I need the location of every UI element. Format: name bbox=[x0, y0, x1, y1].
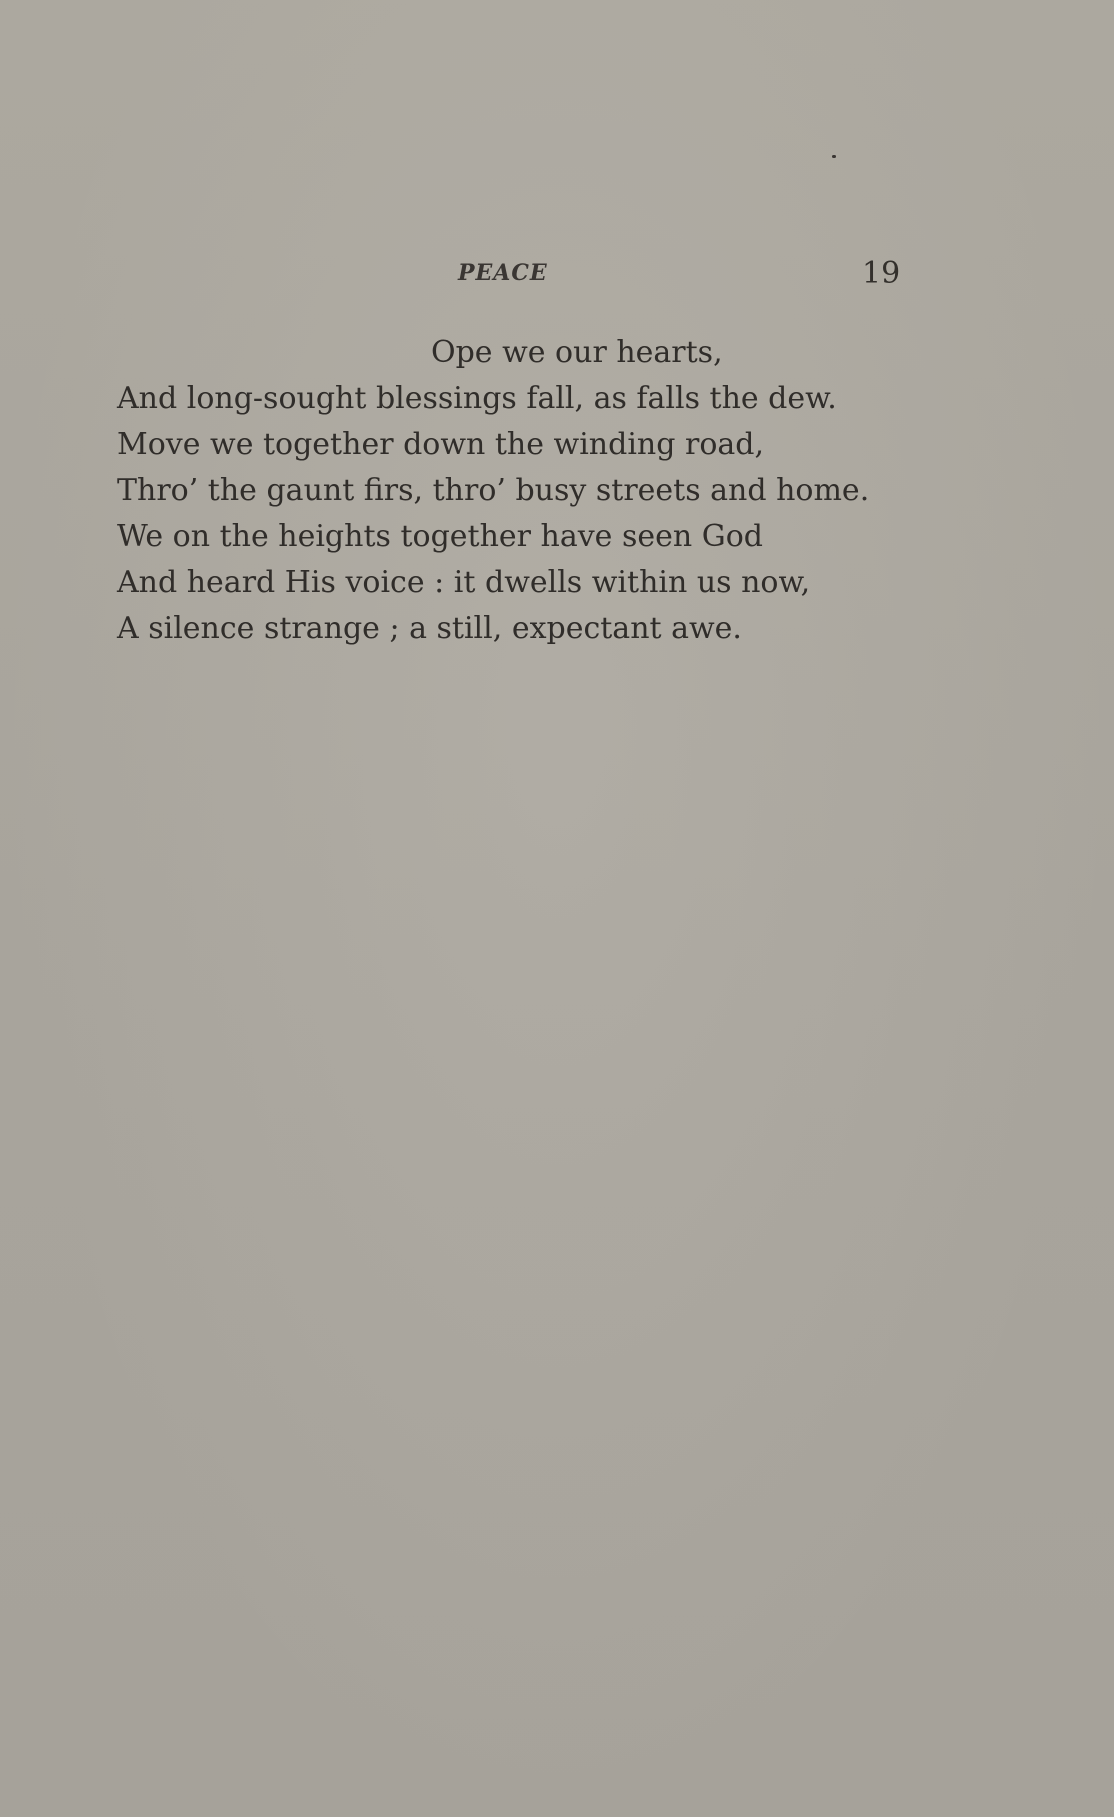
poem-line: Move we together down the winding road, bbox=[117, 427, 765, 462]
poem-line: Thro’ the gaunt firs, thro’ busy streets and home. bbox=[117, 473, 870, 508]
poem-line: Ope we our hearts, bbox=[431, 335, 723, 370]
page-number: 19 bbox=[862, 256, 901, 291]
poem-line: And long-sought blessings fall, as falls the dew. bbox=[117, 381, 837, 416]
poem-line: A silence strange ; a still, expectant awe. bbox=[117, 611, 742, 646]
poem-text bbox=[117, 330, 917, 652]
poem-line: And heard His voice : it dwells within us now, bbox=[117, 565, 811, 600]
running-head bbox=[0, 258, 1114, 290]
running-title: PEACE bbox=[458, 260, 548, 286]
ink-speck bbox=[832, 155, 836, 158]
poem-line: We on the heights together have seen God bbox=[117, 519, 763, 554]
